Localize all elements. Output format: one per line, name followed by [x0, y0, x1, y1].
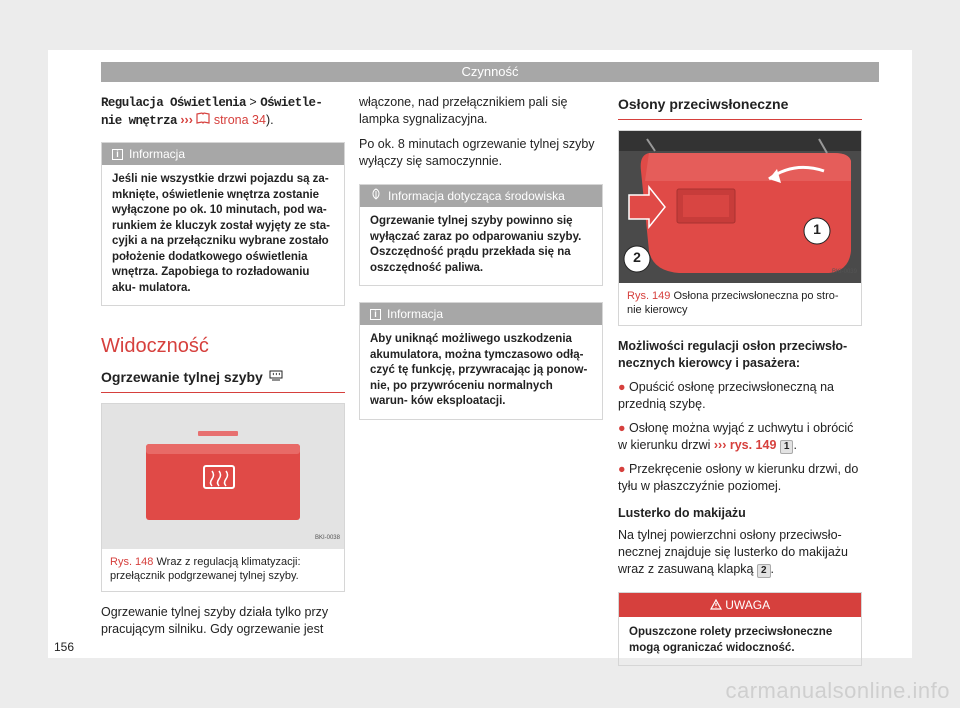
info-box-title: Informacja	[129, 147, 186, 161]
nav-end: ).	[265, 113, 274, 127]
bullet-item-1	[618, 379, 862, 413]
nav-target: Oświetle- nie wnętrza	[101, 96, 323, 128]
info-box-interior-light	[101, 142, 345, 306]
figure-149	[618, 130, 862, 326]
nav-separator: >	[245, 95, 261, 109]
info-icon: i	[370, 309, 381, 320]
column-3	[618, 94, 862, 666]
warning-triangle-icon	[710, 598, 722, 612]
callout-label-2: 2	[633, 249, 641, 265]
environment-box-header	[360, 185, 602, 207]
nav-prefix: Regulacja Oświetlenia	[101, 96, 246, 110]
figure-caption-text: Wraz z regulacją klimatyzacji: przełącznik podgrzewanej tylnej szyby.	[110, 556, 301, 582]
info-box-title: Informacja	[387, 307, 444, 321]
bullet-text: Osłonę można wyjąć z uchwytu i obrócić w kierunku drzwi	[618, 421, 854, 452]
paragraph-indicator: włączone, nad przełącznikiem pali się lampka sygnalizacyjna.	[359, 95, 568, 126]
column-2	[359, 94, 603, 420]
info-icon: i	[112, 149, 123, 160]
warning-box-header	[619, 593, 861, 617]
watermark: carmanualsonline.info	[725, 678, 950, 703]
paragraph-heating-info: Ogrzewanie tylnej szyby działa tylko przy pracującym silniku. Gdy ogrzewanie jest	[101, 605, 329, 636]
figure-image-sun-visor	[619, 131, 861, 283]
environment-box-text: Ogrzewanie tylnej szyby powinno się wyłączać zaraz po odparowaniu szyby. Oszczędność prądu przekłada się na oszczędność paliwa.	[370, 215, 582, 274]
figure-148	[101, 403, 345, 592]
callout-label-1: 1	[813, 221, 821, 237]
info-box-battery	[359, 302, 603, 420]
nav-arrows[interactable]: ›››	[176, 113, 197, 127]
column-1	[101, 94, 345, 638]
page-header: Czynność	[101, 62, 879, 82]
environment-box-title: Informacja dotycząca środowiska	[388, 189, 565, 203]
bullet-dot: ●	[618, 421, 626, 435]
callout-ref-2: 2	[757, 564, 771, 578]
bullet-end: .	[793, 438, 797, 452]
subheading-sun-visors: Osłony przeciwsłoneczne	[618, 96, 862, 120]
figure-link[interactable]: ››› rys. 149	[713, 438, 777, 452]
mirror-heading: Lusterko do makijażu	[618, 506, 746, 520]
manual-page	[48, 50, 912, 658]
bullet-item-3	[618, 461, 862, 495]
bullet-dot: ●	[618, 380, 626, 394]
mirror-text: Na tylnej powierzchni osłony przeciwsło- necznej znajduje się lusterko do makijażu wraz z zasuwaną klapką	[618, 528, 848, 576]
warning-box	[618, 592, 862, 666]
figure-code: BKI-0039	[831, 269, 857, 275]
rear-defrost-icon	[269, 369, 283, 386]
figure-caption	[102, 549, 344, 591]
bullet-dot: ●	[618, 462, 626, 476]
info-box-header	[360, 303, 602, 325]
page-number: 156	[54, 640, 75, 654]
bullet-text: Przekręcenie osłony w kierunku drzwi, do tyłu w płaszczyźnie poziomej.	[618, 462, 859, 493]
options-heading: Możliwości regulacji osłon przeciwsło- necznych kierowcy i pasażera:	[618, 339, 848, 370]
info-box-text: Jeśli nie wszystkie drzwi pojazdu są za- mknięte, oświetlenie wnętrza zostanie wyłączone po ok. 10 minutach, pod wa- runkiem że kluczyk został wyjęty ze sta- cyjki a na przełączniku wybrane zostało położenie dodatkowego oświetlenia wnętrza. Zapobiega to rozładowaniu aku- mulatora.	[112, 173, 330, 294]
figure-caption-text: Osłona przeciwsłoneczna po stro- nie kierowcy	[627, 290, 839, 316]
leaf-icon	[370, 185, 382, 207]
subheading-rear-window-heating	[101, 369, 345, 393]
callout-ref-1: 1	[780, 440, 794, 454]
book-icon	[196, 113, 210, 127]
bullet-text: Opuścić osłonę przeciwsłoneczną na przednią szybę.	[618, 380, 835, 411]
warning-text: Opuszczone rolety przeciwsłoneczne mogą ograniczać widoczność.	[629, 626, 833, 654]
section-title: Widoczność	[101, 335, 209, 357]
info-box-text: Aby uniknąć możliwego uszkodzenia akumulatora, można tymczasowo odłą- czyć tę funkcję, przywracając ją ponow- nie, po przywróceniu normalnych warun- ków eksploatacji.	[370, 333, 588, 407]
bullet-item-2	[618, 420, 862, 454]
paragraph-auto-off: Po ok. 8 minutach ogrzewanie tylnej szyby wyłączy się samoczynnie.	[359, 137, 595, 168]
figure-image-rear-defrost-switch	[102, 404, 344, 549]
mirror-paragraph	[618, 527, 862, 578]
subheading-text: Ogrzewanie tylnej szyby	[101, 369, 263, 385]
figure-ref: Rys. 149	[627, 290, 671, 302]
navigation-path	[101, 94, 345, 130]
figure-code: BKI-0038	[314, 535, 340, 541]
figure-ref: Rys. 148	[110, 556, 154, 568]
mirror-end: .	[770, 562, 774, 576]
figure-caption	[619, 283, 861, 325]
nav-page-link[interactable]: strona 34	[210, 113, 266, 127]
environment-info-box	[359, 184, 603, 286]
warning-title: UWAGA	[725, 598, 771, 612]
info-box-header	[102, 143, 344, 165]
